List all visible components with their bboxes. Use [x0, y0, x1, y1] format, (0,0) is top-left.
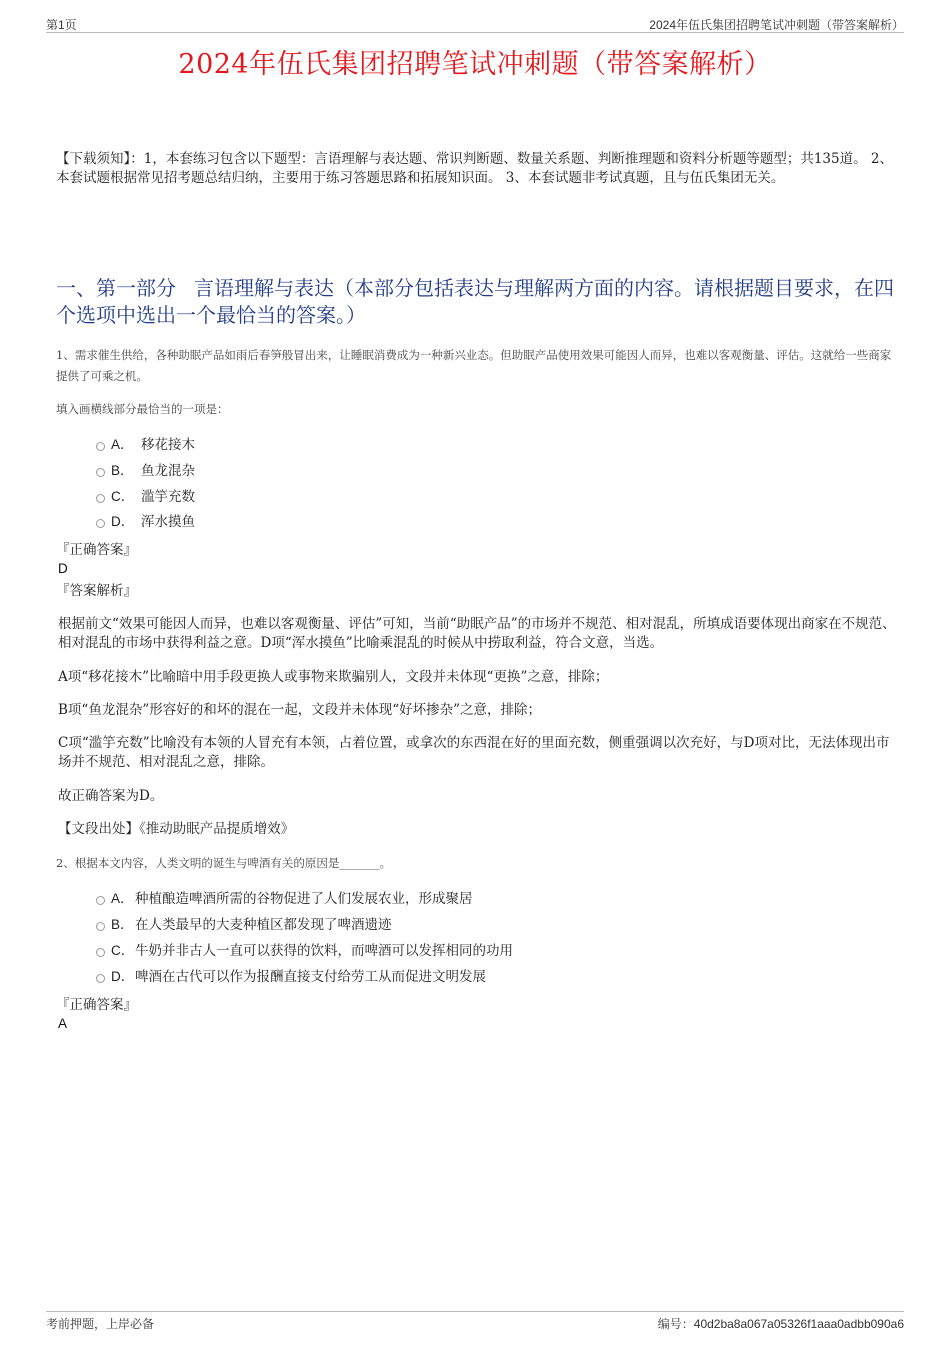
q1-answer-label: 『正确答案』	[56, 542, 137, 558]
footer-code-value: 40d2ba8a067a05326f1aaa0adbb090a6	[693, 1317, 904, 1331]
q2-option-b[interactable]: B．在人类最早的大麦种植区都发现了啤酒遗迹	[96, 915, 392, 935]
header-doc-title: 2024年伍氏集团招聘笔试冲刺题（带答案解析）	[649, 18, 904, 32]
radio-icon[interactable]	[96, 948, 105, 957]
download-notice: 【下载须知】：1，本套练习包含以下题型：言语理解与表达题、常识判断题、数量关系题、判断推理题和资料分析题等题型；共135道。 2、本套试题根据常见招考题总结归纳，主要用于练习答题思路和拓展知识面。 3、本套试题非考试真题，且与伍氏集团无关。	[56, 151, 893, 186]
question-2-stem: 2、根据本文内容，人类文明的诞生与啤酒有关的原因是_______。	[56, 856, 392, 870]
q1-answer: D	[58, 561, 68, 576]
page-title: 2024年伍氏集团招聘笔试冲刺题（带答案解析）	[178, 49, 772, 80]
radio-icon[interactable]	[96, 442, 105, 451]
q2-answer: A	[58, 1016, 68, 1031]
radio-icon[interactable]	[96, 519, 105, 528]
q1-option-d[interactable]: D． 浑水摸鱼	[96, 512, 195, 532]
q2-option-a[interactable]: A．种植酿造啤酒所需的谷物促进了人们发展农业，形成聚居	[96, 889, 473, 909]
radio-icon[interactable]	[96, 468, 105, 477]
radio-icon[interactable]	[96, 974, 105, 983]
q2-option-d[interactable]: D．啤酒在古代可以作为报酬直接支付给劳工从而促进文明发展	[96, 967, 486, 987]
radio-icon[interactable]	[96, 896, 105, 905]
q1-analysis-para-2: A项“移花接木”比喻暗中用手段更换人或事物来欺骗别人，文段并未体现“更换”之意，排除；	[58, 669, 609, 685]
page-footer	[46, 1311, 904, 1332]
question-1-stem: 1、需求催生供给，各种助眠产品如雨后春笋般冒出来，让睡眠消费成为一种新兴业态。但助眠产品使用效果可能因人而异，也难以客观衡量、评估。这就给一些商家 提供了可乘之机。	[56, 348, 892, 383]
q1-analysis-para-4: C项“滥竽充数”比喻没有本领的人冒充有本领，占着位置，或拿次的东西混在好的里面充数，侧重强调以次充好，与D项对比，无法体现出市场并不规范、相对混乱之意，排除。	[58, 735, 890, 770]
section-prefix: 一、第一部分	[56, 276, 176, 300]
radio-icon[interactable]	[96, 494, 105, 503]
q2-answer-label: 『正确答案』	[56, 997, 137, 1013]
q1-option-c[interactable]: C． 滥竽充数	[96, 487, 195, 507]
footer-code	[658, 1315, 904, 1332]
page-header	[46, 14, 904, 33]
section-text: 言语理解与表达（本部分包括表达与理解两方面的内容。请根据题目要求，在四个选项中选出一个最恰当的答案。）	[56, 276, 894, 327]
question-1-prompt: 填入画横线部分最恰当的一项是：	[56, 402, 229, 416]
page-number: 第1页	[46, 18, 77, 32]
q2-option-c[interactable]: C．牛奶并非古人一直可以获得的饮料，而啤酒可以发挥相同的功用	[96, 941, 513, 961]
q1-option-b[interactable]: B． 鱼龙混杂	[96, 461, 195, 481]
q1-source: 【文段出处】《推动助眠产品提质增效》	[58, 821, 295, 837]
section-heading	[56, 275, 896, 329]
q1-analysis-para-1: 根据前文“效果可能因人而异，也难以客观衡量、评估”可知，当前“助眠产品”的市场并不规范、相对混乱，所填成语要体现出商家在不规范、相对混乱的市场中获得利益之意。D项“浑水摸鱼”比喻乘混乱的时候从中捞取利益，符合文意，当选。	[58, 616, 896, 651]
q1-analysis-label: 『答案解析』	[56, 583, 137, 599]
footer-code-label: 编号：	[657, 1317, 694, 1331]
footer-slogan: 考前押题，上岸必备	[46, 1317, 155, 1331]
q1-conclusion: 故正确答案为D。	[58, 788, 164, 804]
q1-analysis-para-3: B项“鱼龙混杂”形容好的和坏的混在一起，文段并未体现“好坏掺杂”之意，排除；	[58, 702, 542, 718]
radio-icon[interactable]	[96, 922, 105, 931]
q1-option-a[interactable]: A． 移花接木	[96, 435, 195, 455]
